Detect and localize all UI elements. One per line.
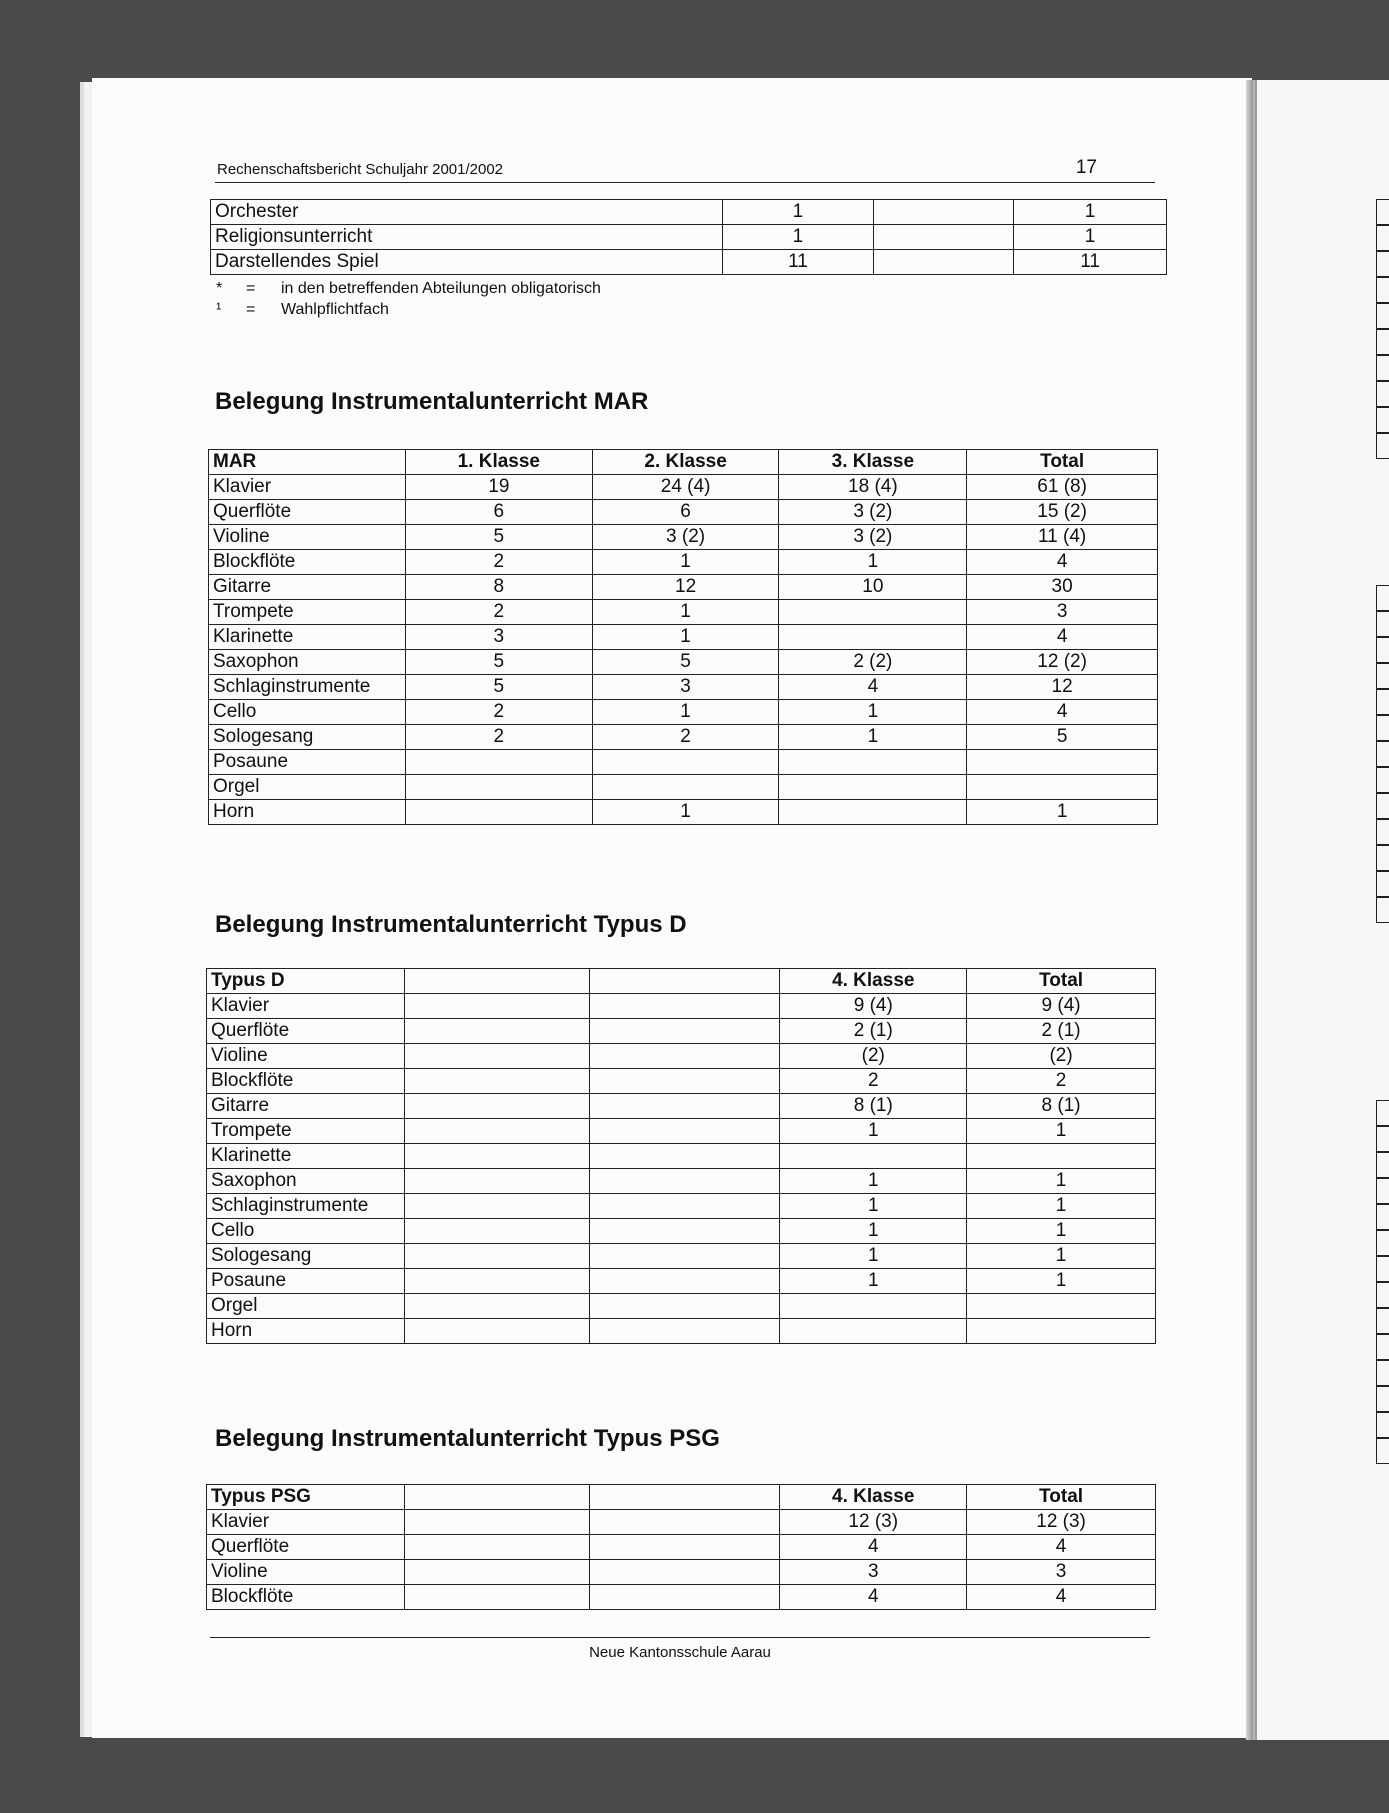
row-label: Posaune bbox=[207, 1269, 405, 1294]
table-cell bbox=[404, 1219, 589, 1244]
table-cell: 1 bbox=[592, 800, 779, 825]
row-label: Blockflöte bbox=[207, 1585, 405, 1610]
footnote-row bbox=[216, 278, 601, 299]
column-header: MAR bbox=[209, 450, 406, 475]
table-row bbox=[207, 1269, 1156, 1294]
table-cell: 1 bbox=[780, 1119, 967, 1144]
table-cell bbox=[589, 1194, 780, 1219]
edge-cell bbox=[1376, 1178, 1389, 1204]
edge-cell bbox=[1376, 329, 1389, 355]
page-number: 17 bbox=[1075, 157, 1097, 178]
column-header: 3. Klasse bbox=[779, 450, 967, 475]
table-cell bbox=[589, 1094, 780, 1119]
table-row bbox=[207, 1294, 1156, 1319]
table-cell: 1 bbox=[722, 200, 874, 225]
table-row bbox=[207, 994, 1156, 1019]
table-cell: 1 bbox=[779, 700, 967, 725]
table-row bbox=[209, 725, 1158, 750]
edge-cell bbox=[1376, 1230, 1389, 1256]
row-label: Orgel bbox=[209, 775, 406, 800]
table-cell: 1 bbox=[780, 1194, 967, 1219]
edge-cell bbox=[1376, 585, 1389, 611]
typus-psg-heading: Belegung Instrumentalunterricht Typus PSG bbox=[215, 1425, 720, 1452]
table-row bbox=[207, 1585, 1156, 1610]
table-cell: 1 bbox=[1014, 200, 1167, 225]
table-cell bbox=[404, 1319, 589, 1344]
table-row bbox=[209, 775, 1158, 800]
table-cell: 12 bbox=[967, 675, 1158, 700]
table-cell bbox=[589, 1510, 780, 1535]
column-header: Typus D bbox=[207, 969, 405, 994]
table-cell: 1 bbox=[592, 550, 779, 575]
footnote-row bbox=[216, 299, 601, 320]
table-cell bbox=[404, 1119, 589, 1144]
row-label: Horn bbox=[207, 1319, 405, 1344]
edge-cell bbox=[1376, 871, 1389, 897]
table-cell: 12 (3) bbox=[967, 1510, 1156, 1535]
row-label: Violine bbox=[207, 1044, 405, 1069]
table-cell: 4 bbox=[967, 550, 1158, 575]
table-row bbox=[209, 575, 1158, 600]
table-cell: 9 (4) bbox=[967, 994, 1156, 1019]
table-cell bbox=[589, 1585, 780, 1610]
edge-cell bbox=[1376, 1126, 1389, 1152]
table-cell bbox=[589, 1069, 780, 1094]
edge-cell bbox=[1376, 637, 1389, 663]
row-label: Klarinette bbox=[207, 1144, 405, 1169]
edge-cell bbox=[1376, 225, 1389, 251]
table-cell bbox=[779, 600, 967, 625]
table-cell bbox=[967, 750, 1158, 775]
table-row bbox=[209, 475, 1158, 500]
edge-cell bbox=[1376, 1334, 1389, 1360]
footer-text: Neue Kantonsschule Aarau bbox=[589, 1644, 771, 1661]
table-cell: 9 (4) bbox=[780, 994, 967, 1019]
table-cell bbox=[589, 1144, 780, 1169]
table-cell: 11 bbox=[1014, 250, 1167, 275]
table-cell: 3 bbox=[592, 675, 779, 700]
table-cell: 5 bbox=[405, 650, 592, 675]
row-label: Schlaginstrumente bbox=[209, 675, 406, 700]
column-header: 1. Klasse bbox=[405, 450, 592, 475]
table-header-row bbox=[209, 450, 1158, 475]
column-header: Total bbox=[967, 969, 1156, 994]
table-cell bbox=[404, 994, 589, 1019]
table-cell: 8 (1) bbox=[967, 1094, 1156, 1119]
table-cell: 10 bbox=[779, 575, 967, 600]
table-cell: 1 bbox=[780, 1219, 967, 1244]
table-cell: 19 bbox=[405, 475, 592, 500]
column-header bbox=[404, 1485, 589, 1510]
mar-table-body bbox=[209, 475, 1158, 825]
table-cell: 4 bbox=[967, 1585, 1156, 1610]
mar-heading: Belegung Instrumentalunterricht MAR bbox=[215, 388, 649, 415]
table-cell: 12 (2) bbox=[967, 650, 1158, 675]
row-label: Klavier bbox=[207, 994, 405, 1019]
edge-cell bbox=[1376, 355, 1389, 381]
table-cell: 3 (2) bbox=[592, 525, 779, 550]
row-label: Orchester bbox=[211, 200, 723, 225]
table-cell: 1 bbox=[779, 550, 967, 575]
table-row bbox=[209, 625, 1158, 650]
table-cell: 18 (4) bbox=[779, 475, 967, 500]
table-cell: (2) bbox=[967, 1044, 1156, 1069]
mar-table-head bbox=[209, 450, 1158, 475]
table-header-row bbox=[207, 969, 1156, 994]
table-cell bbox=[404, 1094, 589, 1119]
edge-cell bbox=[1376, 1386, 1389, 1412]
table-cell bbox=[592, 775, 779, 800]
table-cell bbox=[405, 750, 592, 775]
table-cell: 4 bbox=[780, 1535, 967, 1560]
table-cell bbox=[967, 1294, 1156, 1319]
table-row bbox=[209, 675, 1158, 700]
table-row bbox=[207, 1044, 1156, 1069]
table-header-row bbox=[207, 1485, 1156, 1510]
table-row bbox=[209, 500, 1158, 525]
facing-page bbox=[1255, 80, 1389, 1740]
row-label: Gitarre bbox=[209, 575, 406, 600]
edge-cell bbox=[1376, 1438, 1389, 1464]
row-label: Querflöte bbox=[209, 500, 406, 525]
table-cell: 1 bbox=[967, 800, 1158, 825]
table-row bbox=[211, 225, 1167, 250]
table-cell: 12 bbox=[592, 575, 779, 600]
table-cell bbox=[404, 1169, 589, 1194]
row-label: Blockflöte bbox=[207, 1069, 405, 1094]
edge-cell bbox=[1376, 767, 1389, 793]
table-cell bbox=[404, 1510, 589, 1535]
row-label: Querflöte bbox=[207, 1535, 405, 1560]
row-label: Sologesang bbox=[209, 725, 406, 750]
table-cell: 2 bbox=[405, 700, 592, 725]
table-cell: 11 (4) bbox=[967, 525, 1158, 550]
table-cell: 2 (1) bbox=[780, 1019, 967, 1044]
column-header: 2. Klasse bbox=[592, 450, 779, 475]
table-cell bbox=[592, 750, 779, 775]
table-cell bbox=[404, 1269, 589, 1294]
table-row bbox=[207, 1194, 1156, 1219]
table-cell: 6 bbox=[405, 500, 592, 525]
table-cell bbox=[404, 1069, 589, 1094]
row-label: Klavier bbox=[209, 475, 406, 500]
column-header bbox=[404, 969, 589, 994]
facing-page-table-edge bbox=[1376, 585, 1389, 923]
row-label: Darstellendes Spiel bbox=[211, 250, 723, 275]
table-cell: 1 bbox=[592, 700, 779, 725]
table-cell: 1 bbox=[592, 625, 779, 650]
table-cell: 2 bbox=[405, 550, 592, 575]
table-cell: 11 bbox=[722, 250, 874, 275]
table-cell bbox=[589, 1019, 780, 1044]
table-cell bbox=[589, 1044, 780, 1069]
top-table-body bbox=[211, 200, 1167, 275]
table-row bbox=[209, 600, 1158, 625]
edge-cell bbox=[1376, 741, 1389, 767]
table-cell bbox=[404, 1585, 589, 1610]
table-cell: 1 bbox=[967, 1244, 1156, 1269]
row-label: Cello bbox=[207, 1219, 405, 1244]
typus-d-table-body bbox=[207, 994, 1156, 1344]
table-cell: 1 bbox=[780, 1244, 967, 1269]
row-label: Klarinette bbox=[209, 625, 406, 650]
edge-cell bbox=[1376, 1412, 1389, 1438]
table-cell: 4 bbox=[967, 1535, 1156, 1560]
row-label: Cello bbox=[209, 700, 406, 725]
table-cell: 1 bbox=[967, 1119, 1156, 1144]
column-header: 4. Klasse bbox=[780, 969, 967, 994]
table-cell bbox=[589, 1269, 780, 1294]
edge-cell bbox=[1376, 715, 1389, 741]
table-cell: 3 bbox=[405, 625, 592, 650]
table-cell bbox=[404, 1244, 589, 1269]
table-cell: 4 bbox=[967, 625, 1158, 650]
table-cell: 1 bbox=[780, 1269, 967, 1294]
typus-d-table bbox=[206, 968, 1156, 1344]
table-cell: 1 bbox=[722, 225, 874, 250]
table-cell bbox=[589, 1119, 780, 1144]
table-cell: 24 (4) bbox=[592, 475, 779, 500]
table-cell: 15 (2) bbox=[967, 500, 1158, 525]
table-cell bbox=[779, 625, 967, 650]
row-label: Trompete bbox=[209, 600, 406, 625]
row-label: Horn bbox=[209, 800, 406, 825]
table-cell: 2 bbox=[967, 1069, 1156, 1094]
row-label: Violine bbox=[207, 1560, 405, 1585]
table-row bbox=[209, 800, 1158, 825]
table-cell: 8 bbox=[405, 575, 592, 600]
table-cell bbox=[589, 1294, 780, 1319]
footnote-equals: = bbox=[246, 280, 256, 297]
table-cell bbox=[780, 1319, 967, 1344]
table-cell bbox=[874, 225, 1014, 250]
table-cell bbox=[589, 1169, 780, 1194]
facing-page-table-edge bbox=[1376, 199, 1389, 459]
table-cell bbox=[589, 1244, 780, 1269]
table-cell bbox=[589, 994, 780, 1019]
table-row bbox=[209, 750, 1158, 775]
edge-cell bbox=[1376, 611, 1389, 637]
edge-cell bbox=[1376, 1100, 1389, 1126]
footnote-symbol: ¹ bbox=[216, 301, 222, 318]
edge-cell bbox=[1376, 277, 1389, 303]
table-row bbox=[207, 1119, 1156, 1144]
edge-cell bbox=[1376, 845, 1389, 871]
table-cell: 1 bbox=[780, 1169, 967, 1194]
table-cell bbox=[967, 1319, 1156, 1344]
table-cell: 2 (2) bbox=[779, 650, 967, 675]
edge-cell bbox=[1376, 1308, 1389, 1334]
footnotes bbox=[216, 278, 601, 320]
row-label: Blockflöte bbox=[209, 550, 406, 575]
table-cell: 8 (1) bbox=[780, 1094, 967, 1119]
edge-cell bbox=[1376, 1360, 1389, 1386]
row-label: Violine bbox=[209, 525, 406, 550]
table-cell bbox=[874, 200, 1014, 225]
table-cell: 1 bbox=[779, 725, 967, 750]
footnote-symbol: * bbox=[216, 280, 223, 297]
table-row bbox=[207, 1019, 1156, 1044]
row-label: Orgel bbox=[207, 1294, 405, 1319]
table-cell: 6 bbox=[592, 500, 779, 525]
edge-cell bbox=[1376, 251, 1389, 277]
table-cell bbox=[404, 1044, 589, 1069]
page-header bbox=[215, 157, 1155, 183]
table-cell: 2 bbox=[405, 600, 592, 625]
header-title: Rechenschaftsbericht Schuljahr 2001/2002 bbox=[217, 161, 504, 178]
table-cell bbox=[589, 1319, 780, 1344]
table-cell: 1 bbox=[967, 1269, 1156, 1294]
table-cell: 61 (8) bbox=[967, 475, 1158, 500]
table-row bbox=[209, 525, 1158, 550]
table-cell: 1 bbox=[592, 600, 779, 625]
row-label: Saxophon bbox=[209, 650, 406, 675]
table-cell bbox=[779, 800, 967, 825]
typus-d-heading: Belegung Instrumentalunterricht Typus D bbox=[215, 911, 687, 938]
table-cell bbox=[405, 775, 592, 800]
table-cell: 1 bbox=[967, 1194, 1156, 1219]
page-footer bbox=[210, 1637, 1150, 1661]
mar-table bbox=[208, 449, 1158, 825]
table-cell: 3 bbox=[967, 1560, 1156, 1585]
table-cell bbox=[779, 750, 967, 775]
edge-cell bbox=[1376, 407, 1389, 433]
edge-cell bbox=[1376, 1152, 1389, 1178]
column-header bbox=[589, 969, 780, 994]
edge-cell bbox=[1376, 1204, 1389, 1230]
table-cell bbox=[779, 775, 967, 800]
table-row bbox=[207, 1219, 1156, 1244]
table-cell: 2 bbox=[592, 725, 779, 750]
table-cell: 4 bbox=[780, 1585, 967, 1610]
row-label: Trompete bbox=[207, 1119, 405, 1144]
table-row bbox=[207, 1510, 1156, 1535]
table-row bbox=[209, 700, 1158, 725]
table-cell: 1 bbox=[1014, 225, 1167, 250]
table-cell: 1 bbox=[967, 1219, 1156, 1244]
column-header: Total bbox=[967, 1485, 1156, 1510]
table-cell bbox=[874, 250, 1014, 275]
table-cell bbox=[780, 1294, 967, 1319]
row-label: Saxophon bbox=[207, 1169, 405, 1194]
table-cell bbox=[404, 1560, 589, 1585]
table-cell bbox=[967, 1144, 1156, 1169]
table-cell: 2 bbox=[780, 1069, 967, 1094]
table-cell: 2 (1) bbox=[967, 1019, 1156, 1044]
row-label: Gitarre bbox=[207, 1094, 405, 1119]
table-cell: 4 bbox=[967, 700, 1158, 725]
table-cell bbox=[967, 775, 1158, 800]
table-row bbox=[207, 1069, 1156, 1094]
edge-cell bbox=[1376, 1256, 1389, 1282]
table-row bbox=[207, 1319, 1156, 1344]
table-cell: (2) bbox=[780, 1044, 967, 1069]
table-cell bbox=[404, 1144, 589, 1169]
facing-page-table-edge bbox=[1376, 1100, 1389, 1464]
typus-d-table-head bbox=[207, 969, 1156, 994]
table-cell: 5 bbox=[967, 725, 1158, 750]
table-cell: 3 (2) bbox=[779, 525, 967, 550]
table-cell: 5 bbox=[592, 650, 779, 675]
row-label: Posaune bbox=[209, 750, 406, 775]
column-header: 4. Klasse bbox=[780, 1485, 967, 1510]
table-cell bbox=[404, 1294, 589, 1319]
table-cell: 3 (2) bbox=[779, 500, 967, 525]
edge-cell bbox=[1376, 663, 1389, 689]
typus-psg-table-head bbox=[207, 1485, 1156, 1510]
table-cell: 1 bbox=[967, 1169, 1156, 1194]
column-header: Total bbox=[967, 450, 1158, 475]
edge-cell bbox=[1376, 303, 1389, 329]
table-cell: 30 bbox=[967, 575, 1158, 600]
table-cell: 12 (3) bbox=[780, 1510, 967, 1535]
footnote-text: in den betreffenden Abteilungen obligatorisch bbox=[281, 280, 601, 297]
column-header: Typus PSG bbox=[207, 1485, 405, 1510]
table-cell bbox=[404, 1019, 589, 1044]
table-cell: 3 bbox=[780, 1560, 967, 1585]
table-cell: 5 bbox=[405, 525, 592, 550]
edge-cell bbox=[1376, 1282, 1389, 1308]
table-row bbox=[207, 1535, 1156, 1560]
column-header bbox=[589, 1485, 780, 1510]
edge-cell bbox=[1376, 381, 1389, 407]
edge-cell bbox=[1376, 689, 1389, 715]
table-row bbox=[207, 1094, 1156, 1119]
footnote-equals: = bbox=[246, 301, 256, 318]
table-cell bbox=[589, 1219, 780, 1244]
table-row bbox=[207, 1560, 1156, 1585]
row-label: Klavier bbox=[207, 1510, 405, 1535]
table-cell: 5 bbox=[405, 675, 592, 700]
edge-cell bbox=[1376, 793, 1389, 819]
table-row bbox=[207, 1144, 1156, 1169]
table-cell bbox=[780, 1144, 967, 1169]
table-cell: 4 bbox=[779, 675, 967, 700]
table-cell bbox=[404, 1535, 589, 1560]
table-row bbox=[211, 250, 1167, 275]
table-cell: 2 bbox=[405, 725, 592, 750]
table-row bbox=[209, 650, 1158, 675]
footnote-text: Wahlpflichtfach bbox=[281, 301, 389, 318]
top-table bbox=[210, 199, 1167, 275]
row-label: Sologesang bbox=[207, 1244, 405, 1269]
row-label: Querflöte bbox=[207, 1019, 405, 1044]
table-row bbox=[209, 550, 1158, 575]
table-row bbox=[211, 200, 1167, 225]
typus-psg-table-body bbox=[207, 1510, 1156, 1610]
row-label: Religionsunterricht bbox=[211, 225, 723, 250]
table-cell bbox=[589, 1560, 780, 1585]
table-row bbox=[207, 1244, 1156, 1269]
edge-cell bbox=[1376, 199, 1389, 225]
edge-cell bbox=[1376, 897, 1389, 923]
table-cell bbox=[404, 1194, 589, 1219]
typus-psg-table bbox=[206, 1484, 1156, 1610]
table-cell bbox=[589, 1535, 780, 1560]
table-cell bbox=[405, 800, 592, 825]
table-row bbox=[207, 1169, 1156, 1194]
edge-cell bbox=[1376, 819, 1389, 845]
table-cell: 3 bbox=[967, 600, 1158, 625]
edge-cell bbox=[1376, 433, 1389, 459]
row-label: Schlaginstrumente bbox=[207, 1194, 405, 1219]
